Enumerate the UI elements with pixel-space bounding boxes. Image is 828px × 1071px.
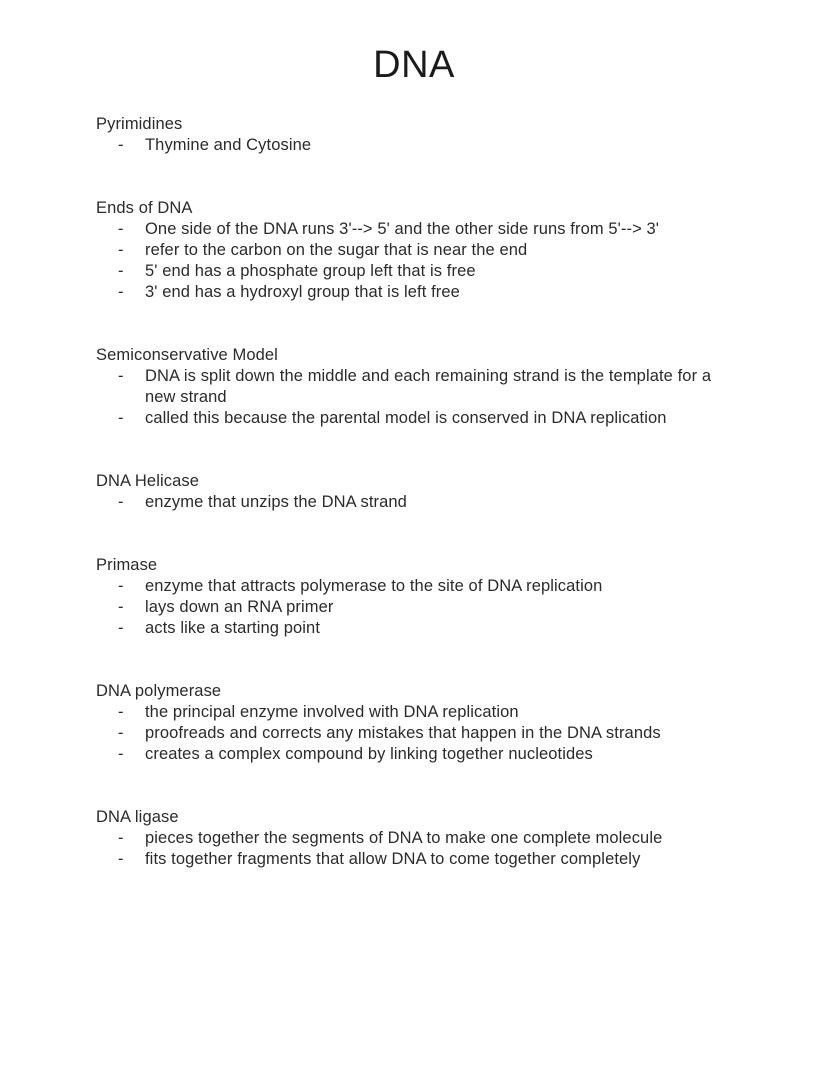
bullet-item <box>96 618 742 639</box>
bullet-text: the principal enzyme involved with DNA replication <box>145 703 519 721</box>
bullet-dash-icon: - <box>118 367 124 385</box>
bullet-item <box>96 849 742 870</box>
bullet-text: Thymine and Cytosine <box>145 136 312 154</box>
bullet-text: pieces together the segments of DNA to make one complete molecule <box>145 829 663 847</box>
bullet-text: 3' end has a hydroxyl group that is left free <box>145 283 460 301</box>
note-section <box>96 198 742 303</box>
bullet-item <box>96 702 742 723</box>
bullet-list <box>96 828 742 870</box>
bullet-dash-icon: - <box>118 703 124 721</box>
bullet-dash-icon: - <box>118 220 124 238</box>
bullet-dash-icon: - <box>118 136 124 154</box>
bullet-dash-icon: - <box>118 241 124 259</box>
bullet-text: enzyme that attracts polymerase to the site of DNA replication <box>145 577 603 595</box>
bullet-item <box>96 597 742 618</box>
bullet-list <box>96 576 742 639</box>
section-heading: DNA polymerase <box>96 682 222 700</box>
section-heading: Semiconservative Model <box>96 346 278 364</box>
bullet-dash-icon: - <box>118 850 124 868</box>
note-section <box>96 345 742 429</box>
bullet-dash-icon: - <box>118 283 124 301</box>
bullet-text: DNA is split down the middle and each remaining strand is the template for a new strand <box>145 367 712 406</box>
bullet-item <box>96 576 742 597</box>
bullet-dash-icon: - <box>118 262 124 280</box>
bullet-list <box>96 135 742 156</box>
bullet-list <box>96 366 742 429</box>
bullet-text: acts like a starting point <box>145 619 321 637</box>
note-section <box>96 471 742 513</box>
bullet-item <box>96 240 742 261</box>
bullet-dash-icon: - <box>118 829 124 847</box>
section-heading: DNA ligase <box>96 808 179 826</box>
notes-body <box>0 114 828 870</box>
bullet-item <box>96 282 742 303</box>
note-section <box>96 681 742 765</box>
bullet-item <box>96 135 742 156</box>
bullet-text: lays down an RNA primer <box>145 598 334 616</box>
bullet-text: proofreads and corrects any mistakes that happen in the DNA strands <box>145 724 661 742</box>
note-section <box>96 807 742 870</box>
bullet-item <box>96 723 742 744</box>
bullet-dash-icon: - <box>118 724 124 742</box>
bullet-text: One side of the DNA runs 3'--> 5' and the other side runs from 5'--> 3' <box>145 220 660 238</box>
section-heading: DNA Helicase <box>96 472 199 490</box>
bullet-item <box>96 219 742 240</box>
bullet-dash-icon: - <box>118 598 124 616</box>
bullet-text: called this because the parental model is conserved in DNA replication <box>145 409 667 427</box>
bullet-item <box>96 408 742 429</box>
bullet-dash-icon: - <box>118 619 124 637</box>
bullet-dash-icon: - <box>118 409 124 427</box>
bullet-text: refer to the carbon on the sugar that is near the end <box>145 241 528 259</box>
page-title: DNA <box>373 44 455 86</box>
section-heading: Primase <box>96 556 158 574</box>
bullet-text: creates a complex compound by linking together nucleotides <box>145 745 593 763</box>
bullet-item <box>96 366 742 408</box>
bullet-item <box>96 828 742 849</box>
bullet-dash-icon: - <box>118 745 124 763</box>
bullet-text: fits together fragments that allow DNA to come together completely <box>145 850 641 868</box>
bullet-text: enzyme that unzips the DNA strand <box>145 493 407 511</box>
bullet-item <box>96 492 742 513</box>
section-heading: Pyrimidines <box>96 115 183 133</box>
bullet-text: 5' end has a phosphate group left that is free <box>145 262 476 280</box>
bullet-item <box>96 261 742 282</box>
bullet-list <box>96 219 742 303</box>
bullet-item <box>96 744 742 765</box>
bullet-dash-icon: - <box>118 493 124 511</box>
bullet-list <box>96 702 742 765</box>
bullet-dash-icon: - <box>118 577 124 595</box>
bullet-list <box>96 492 742 513</box>
note-section <box>96 114 742 156</box>
note-section <box>96 555 742 639</box>
section-heading: Ends of DNA <box>96 199 193 217</box>
